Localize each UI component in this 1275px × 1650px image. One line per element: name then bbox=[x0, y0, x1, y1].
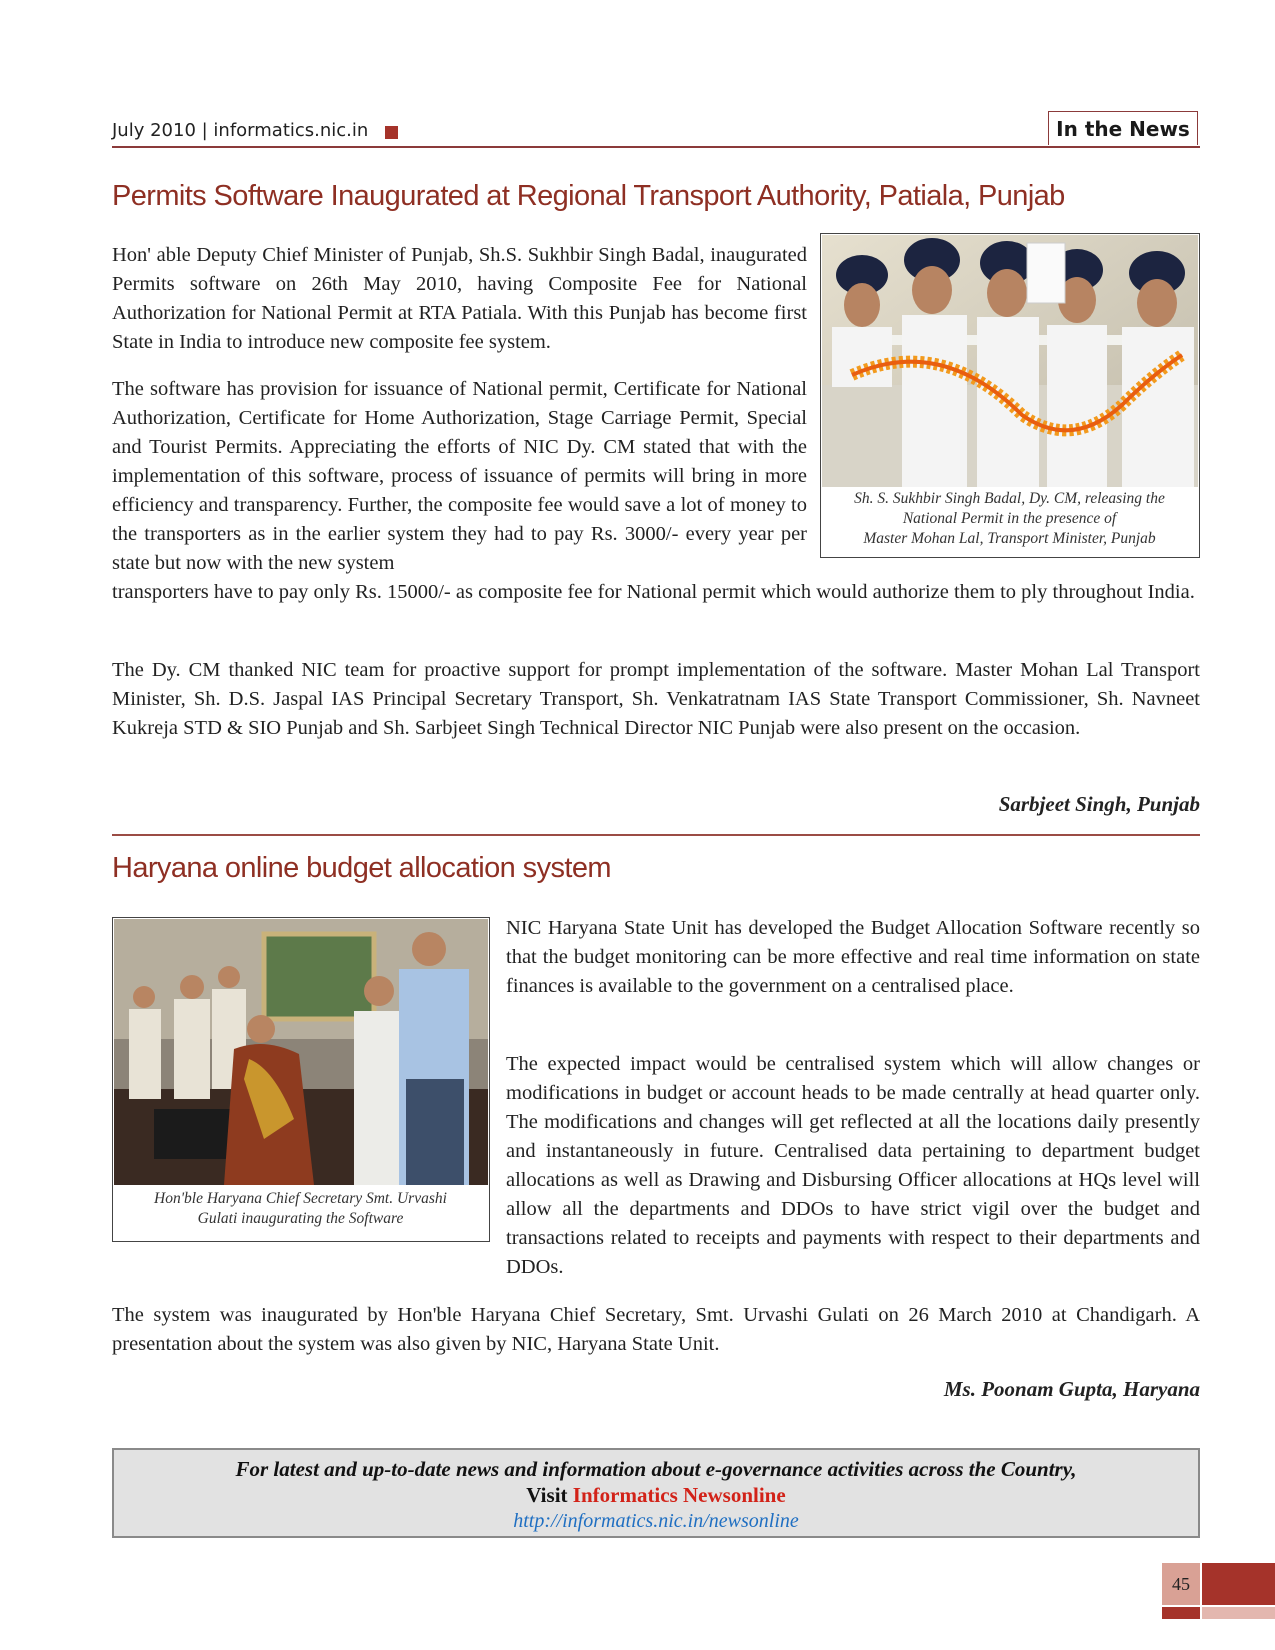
article1-photo-caption bbox=[821, 489, 1198, 549]
article2-paragraph-2: The expected impact would be centralised system which will allow changes or modifications in budget or account heads to be made centrally at head quarter only. The modifications and changes will get reflected at all the locations daily presently and instantaneously in future. Centralised data pertaining to department budget allocations as well as Drawing and Disbursing Officer allocations at HQs level will allow all the departments and DDOs to have strict vigil over the budget and transactions related to receipts and payments with respect to their departments and DDOs. bbox=[506, 1053, 1200, 1278]
article2-title: Haryana online budget allocation system bbox=[112, 852, 611, 884]
article2-paragraph-1: NIC Haryana State Unit has developed the Budget Allocation Software recently so that the budget monitoring can be more effective and real time information on state finances is available to the government on a centralised place. bbox=[506, 917, 1200, 997]
article1-title: Permits Software Inaugurated at Regional Transport Authority, Patiala, Punjab bbox=[112, 180, 1065, 212]
page-corner-strip bbox=[1162, 1607, 1200, 1619]
article2-photo-caption bbox=[113, 1189, 488, 1229]
newsonline-notice bbox=[112, 1448, 1200, 1538]
article2-paragraph-3: The system was inaugurated by Hon'ble Haryana Chief Secretary, Smt. Urvashi Gulati on 26 March 2010 at Chandigarh. A presentation about the system was also given by NIC, Haryana State Unit. bbox=[112, 1304, 1200, 1355]
section-divider bbox=[112, 834, 1200, 836]
page-corner-strip bbox=[1202, 1607, 1275, 1619]
article1-paragraph-2-continued: transporters have to pay only Rs. 15000/- as composite fee for National permit which would authorize them to ply throughout India. bbox=[112, 581, 1195, 603]
article1-author: Sarbjeet Singh, Punjab bbox=[998, 792, 1200, 816]
article2-author: Ms. Poonam Gupta, Haryana bbox=[943, 1377, 1200, 1401]
caption-line: Sh. S. Sukhbir Singh Badal, Dy. CM, releasing the bbox=[854, 490, 1165, 507]
article1-photo-frame bbox=[820, 233, 1200, 558]
notice-site-name: Informatics Newsonline bbox=[572, 1483, 786, 1507]
caption-line: Master Mohan Lal, Transport Minister, Punjab bbox=[863, 530, 1156, 547]
article1-paragraph-1: Hon' able Deputy Chief Minister of Punjab, Sh.S. Sukhbir Singh Badal, inaugurated Permits software on 26th May 2010, having Composite Fee for National Authorization for National Permit at RTA Patiala. With this Punjab has become first State in India to introduce new composite fee system. bbox=[112, 244, 807, 353]
issue-date: July 2010 | informatics.nic.in bbox=[112, 120, 369, 141]
section-badge: In the News bbox=[1048, 111, 1198, 145]
article2-photo-frame bbox=[112, 917, 490, 1242]
page-corner-block bbox=[1202, 1563, 1275, 1605]
article1-paragraph-2: The software has provision for issuance of National permit, Certificate for National Authorization, Certificate for Home Authorization, Stage Carriage Permit, Special and Tourist Permits. Appreciating the efforts of NIC Dy. CM stated that with the implementation of this software, process of issuance of permits will bring in more efficiency and transparency. Further, the composite fee would save a lot of money to the transporters as in the earlier system they had to pay Rs. 3000/- every year per state but now with the new system bbox=[112, 378, 807, 574]
newsonline-link[interactable]: http://informatics.nic.in/newsonline bbox=[513, 1510, 799, 1532]
page-number: 45 bbox=[1172, 1573, 1190, 1594]
article1-photo bbox=[822, 235, 1198, 487]
notice-visit-line bbox=[114, 1482, 1198, 1508]
notice-visit: Visit bbox=[526, 1483, 568, 1507]
caption-line: Hon'ble Haryana Chief Secretary Smt. Urvashi bbox=[154, 1190, 447, 1207]
header-marker bbox=[385, 126, 398, 139]
header-divider bbox=[112, 146, 1200, 148]
article2-photo bbox=[114, 919, 488, 1185]
caption-line: Gulati inaugurating the Software bbox=[197, 1210, 404, 1227]
article1-paragraph-3: The Dy. CM thanked NIC team for proactive support for prompt implementation of the software. Master Mohan Lal Transport Minister, Sh. D.S. Jaspal IAS Principal Secretary Transport, Sh. Venkatratnam IAS State Transport Commissioner, Sh. Navneet Kukreja STD & SIO Punjab and Sh. Sarbjeet Singh Technical Director NIC Punjab were also present on the occasion. bbox=[112, 659, 1200, 739]
notice-text: For latest and up-to-date news and information about e-governance activities across the Country, bbox=[235, 1457, 1077, 1481]
caption-line: National Permit in the presence of bbox=[902, 510, 1117, 527]
